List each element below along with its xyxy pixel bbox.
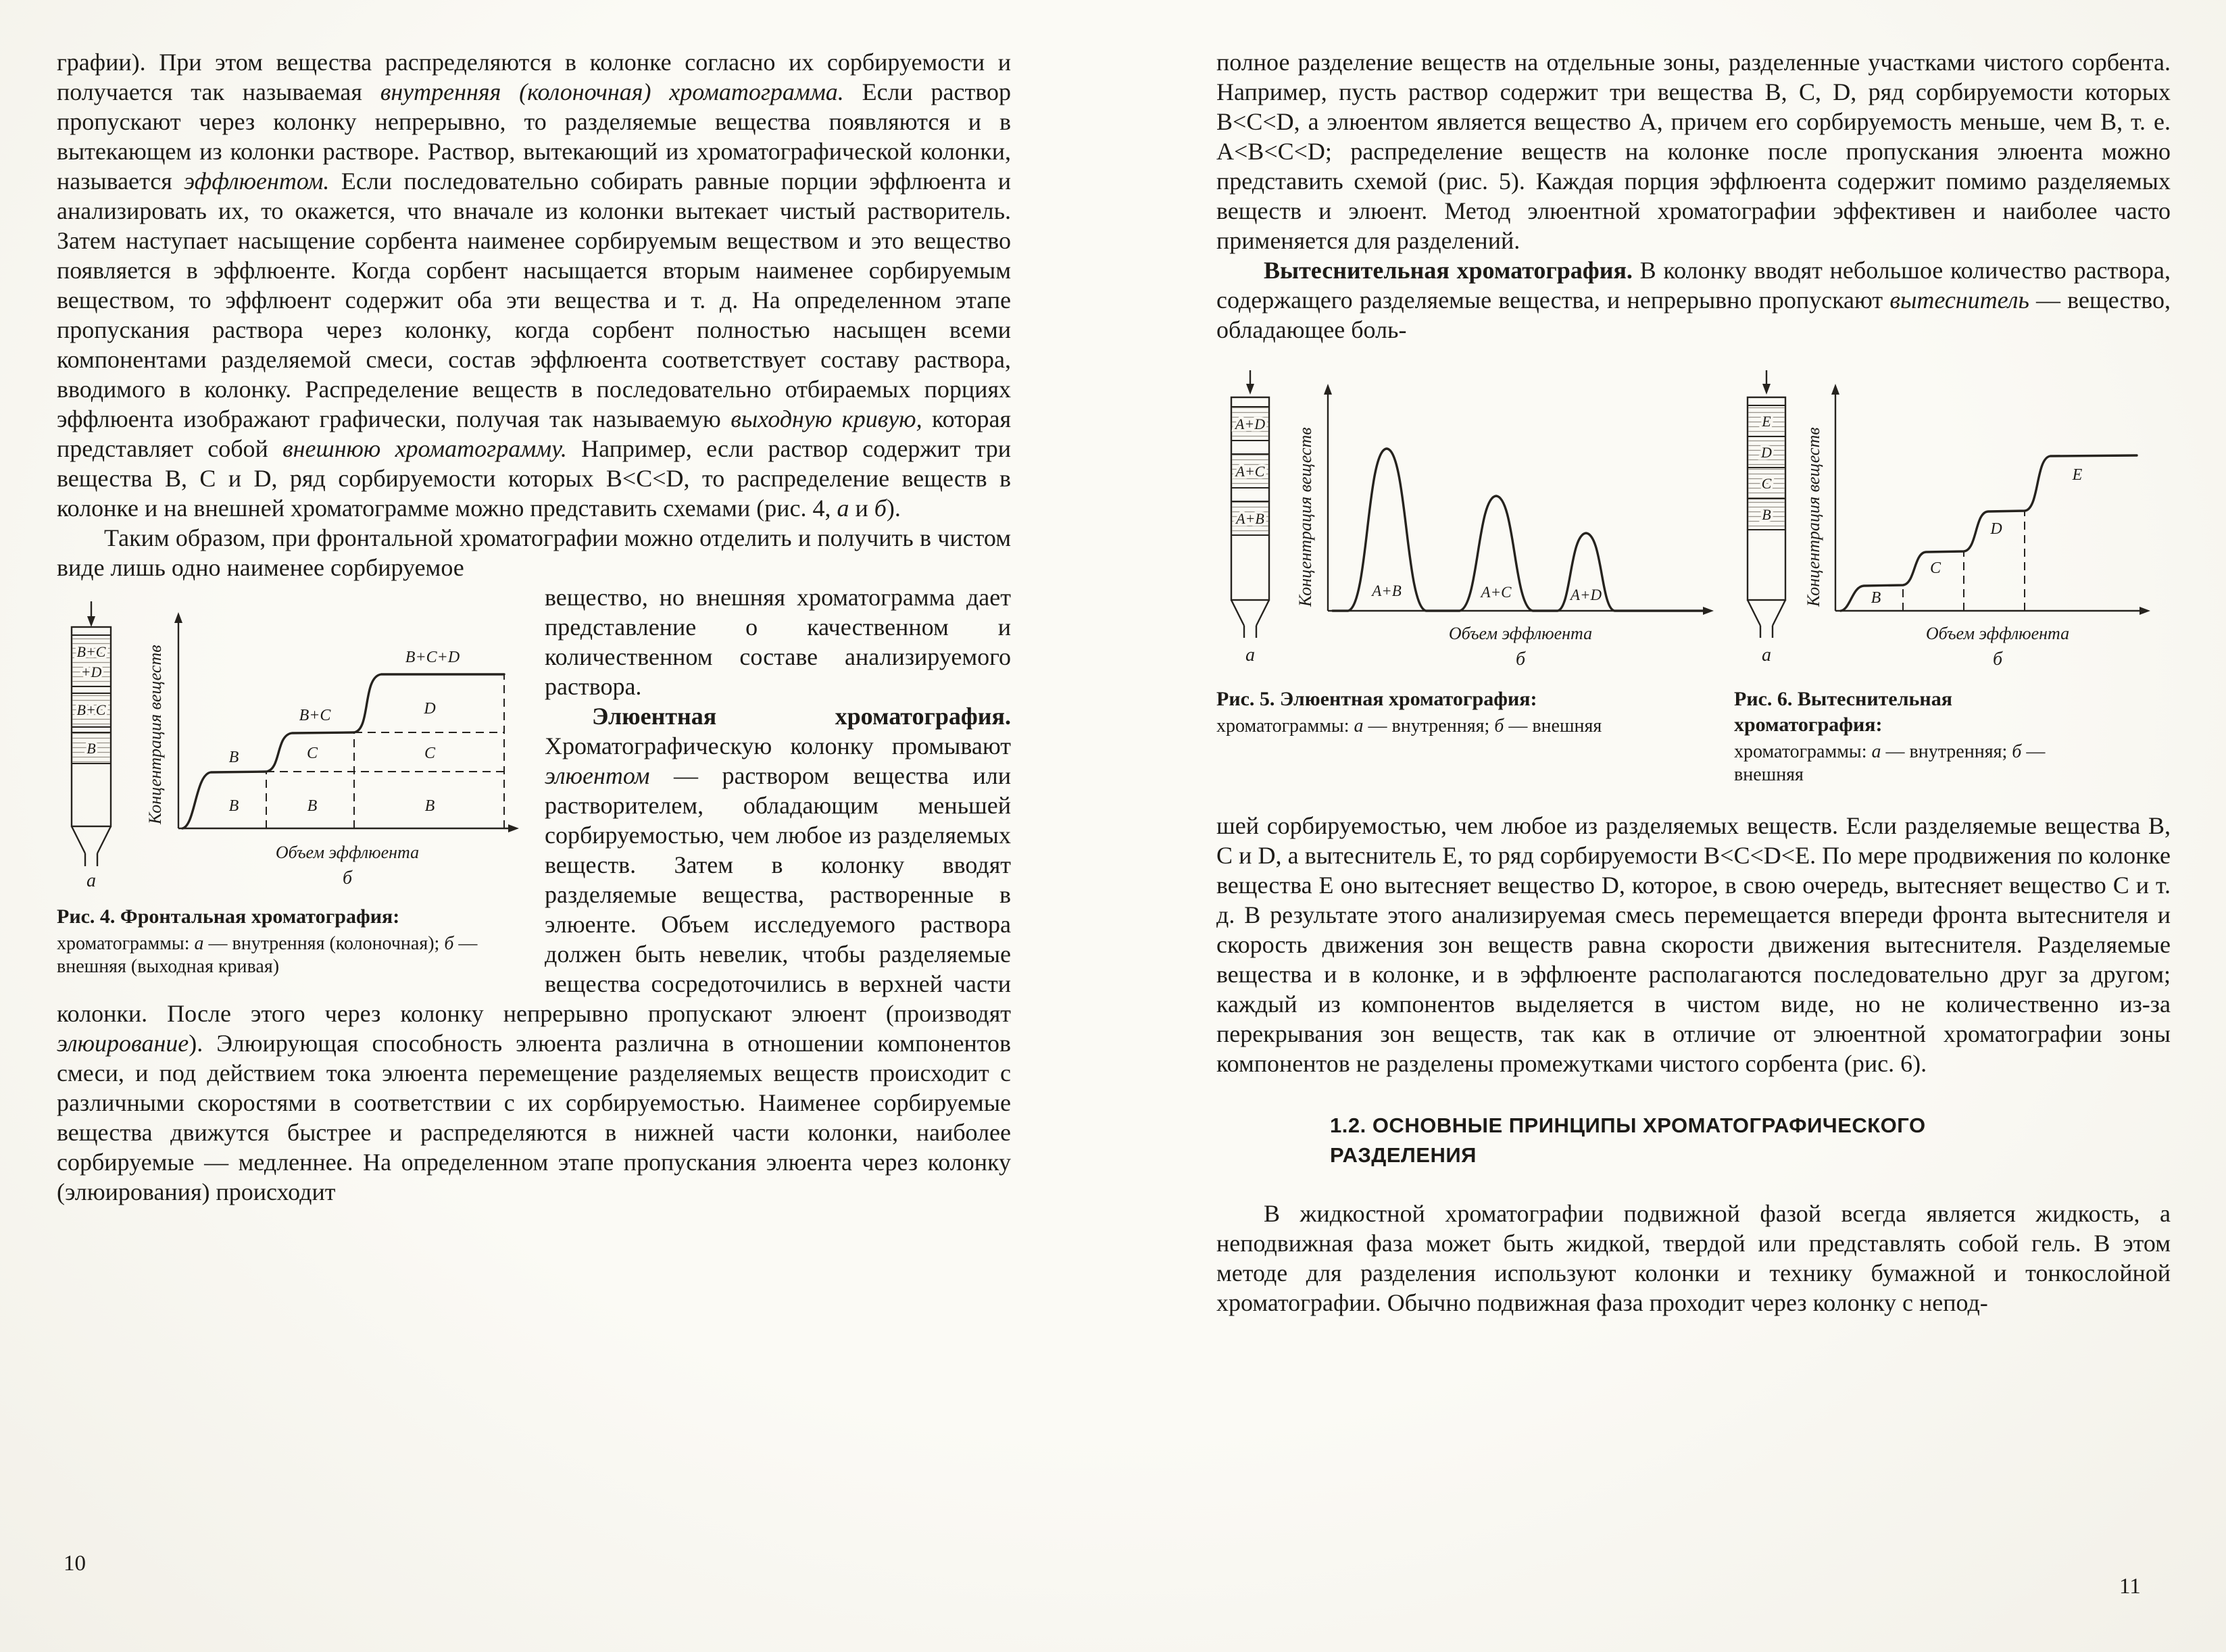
zone-label: B+C: [76, 701, 106, 718]
figure-6-caption: [1734, 686, 2052, 786]
zone-label: A+D: [1235, 416, 1266, 432]
subfigure-b-label: б: [1992, 649, 2003, 670]
subfigure-b-label: б: [342, 868, 353, 888]
subfigure-a-label: а: [1762, 645, 1771, 666]
figure-6-caption-title: Рис. 6. Вытеснительная хроматография:: [1734, 688, 1952, 736]
x-axis-label: Объем эффлюента: [275, 843, 420, 862]
chart: [1295, 384, 1714, 670]
y-axis-label: Концентрация веществ: [145, 645, 165, 824]
figure-4-caption: [57, 904, 522, 978]
paragraph-thus-intro: Таким образом, при фронтальной хроматографии можно отделить и получить в чистом виде лишь одно наименее сорбируемое: [57, 524, 1011, 581]
figure-4-caption-title: Рис. 4. Фронтальная хроматография:: [57, 905, 400, 928]
figure-row: [1216, 368, 2171, 786]
chart: [1804, 384, 2150, 670]
figure-6: [1734, 368, 2153, 786]
peak-label: A+B: [1372, 582, 1402, 599]
figure-5-caption-title: Рис. 5. Элюентная хроматография:: [1216, 688, 1537, 710]
step-label: E: [2072, 466, 2083, 484]
paragraph-displacement-chromatography: Вытеснительная хроматография. В колонку вводят небольшое количество раствора, содержащего разделяемые вещества, и непрерывно пропускают вытеснитель — вещество, обладающее боль-: [1216, 257, 2171, 343]
column-diagram: [1231, 370, 1269, 666]
y-axis-arrow-icon: [174, 612, 182, 623]
paragraph-zones-separation: полное разделение веществ на отдельные зоны, разделенные участками чистого сорбента. Например, пусть раствор содержит три вещества B, C, D, ряд сорбируемости которых B<C<D, а элюентом является вещество A, причем его сорбируемость меньше, чем B, т. е. A<B<C<D; распределение веществ на колонке после пропускания элюента можно представить схемой (рис. 5). Каждая порция эффлюента содержит помимо разделяемых веществ и элюент. Метод элюентной хроматографии эффективен и наиболее часто применяется для разделений.: [1216, 49, 2171, 254]
peak-label: A+D: [1570, 586, 1602, 603]
region-label: D: [424, 700, 436, 718]
figure-4-caption-body: хроматограммы: а — внутренняя (колоночная); б — внешняя (выходная кривая): [57, 933, 478, 977]
region-label: B: [228, 797, 239, 815]
paragraph-displacement-continued: шей сорбируемостью, чем любое из разделяемых веществ. Если разделяемые вещества B, C и D, а вытеснитель E, то ряд сорбируемости B<C<D<E. По мере продвижения по колонке вещества E оно вытесняет вещество D, которое, в свою очередь, вытесняет вещество C и т. д. В результате этого анализируемая смесь перемещается впереди фронта вытеснителя и скорость движения зон веществ равна скорости движения вытеснителя. Разделяемые вещества и в колонке, и в эффлюенте располагаются последовательно друг за другом; каждый из компонентов выделяется в чистом виде, но не количественно из-за перекрывания зон веществ, так как в отличие от элюентной хроматографии зоны компонентов не разделены промежутками чистого сорбента (рис. 6).: [1216, 812, 2171, 1077]
section-heading-1-2: 1.2. ОСНОВНЫЕ ПРИНЦИПЫ ХРОМАТОГРАФИЧЕСКОГО РАЗДЕЛЕНИЯ: [1330, 1113, 1926, 1167]
curve-label: B: [228, 749, 239, 766]
down-arrow-icon: [1762, 370, 1771, 395]
region-label: B: [307, 797, 318, 815]
page-right: [1216, 47, 2171, 1318]
paragraph-thus-continued: вещество, но внешняя хроматограмма дает представление о качественном и количественном составе анализируемого раствора.: [545, 584, 1011, 700]
zone-label: D: [1761, 444, 1772, 461]
figure-5: [1216, 368, 1716, 738]
region-label: C: [424, 745, 436, 762]
step-label: D: [1990, 520, 2002, 538]
column-diagram: [72, 601, 111, 889]
zone-label: A+C: [1235, 463, 1265, 480]
figure-6-diagram: [1734, 368, 2153, 672]
zone-label: B+C: [76, 643, 106, 660]
figure-6-caption-body: хроматограммы: а — внутренняя; б — внешняя: [1734, 741, 2046, 785]
zone-label: B: [86, 740, 96, 757]
x-axis-arrow-icon: [508, 824, 519, 832]
down-arrow-icon: [87, 601, 95, 627]
zone-label: A+B: [1236, 510, 1264, 527]
chart: [145, 612, 519, 888]
paragraph-eluent-chromatography: Элюентная хроматография. Хроматографическую колонку промывают элюентом — раствором вещества или растворителем, обладающим меньшей сорбируемостью, чем любое из разделяемых веществ. Затем в колонку вводят разделяемые вещества, растворенные в элюенте. Объем исследуемого раствора должен быть невелик, чтобы разделяемые вещества сосредоточились в верхней части колонки. После этого через колонку непрерывно пропускают элюент (производят элюирование). Элюирующая способность элюента различна в отношении компонентов смеси, и под действием тока элюента перемещение разделяемых веществ происходит с различными скоростями в соответствии с их сорбируемостью. Наименее сорбируемые вещества движутся быстрее и распределяются в нижней части колонки, наиболее сорбируемые — медленнее. На определенном этапе пропускания элюента через колонку (элюирования) происходит: [57, 703, 1011, 1205]
zone-label: +D: [80, 664, 102, 680]
zone-label: E: [1762, 413, 1771, 430]
subfigure-a-label: а: [1245, 645, 1255, 666]
x-axis-label: Объем эффлюента: [1925, 624, 2070, 643]
column-funnel: [1231, 600, 1269, 638]
curve-label: B+C: [299, 707, 331, 724]
y-axis-arrow-icon: [1324, 384, 1332, 395]
y-axis-arrow-icon: [1831, 384, 1839, 395]
zone-label: B: [1762, 506, 1771, 523]
y-axis-label: Концентрация веществ: [1804, 427, 1823, 607]
chromatogram-curve: [1841, 455, 2137, 611]
curve-label: B+C+D: [405, 649, 460, 666]
subfigure-a-label: а: [86, 870, 96, 889]
region-label: B: [424, 797, 435, 815]
column-diagram: [1748, 370, 1785, 666]
region-label: C: [306, 745, 318, 762]
column-funnel: [1748, 600, 1785, 638]
zone-label: C: [1761, 475, 1772, 492]
page-number-right: 11: [2119, 1574, 2141, 1599]
figure-4: [57, 599, 522, 978]
down-arrow-icon: [1246, 370, 1254, 395]
paragraph-liquid-chromatography: В жидкостной хроматографии подвижной фазой всегда является жидкость, а неподвижная фаза может быть жидкой, твердой или представлять собой гель. В этом методе для разделения используют колонки и технику бумажной и тонкослойной хроматографии. Обычно подвижная фаза проходит через колонку с непод-: [1216, 1200, 2171, 1316]
peak-label: A+C: [1481, 584, 1512, 601]
figure-5-caption: [1216, 686, 1649, 738]
x-axis-label: Объем эффлюента: [1448, 624, 1593, 643]
x-axis-arrow-icon: [2140, 607, 2150, 615]
figure-5-diagram: [1216, 368, 1716, 672]
page-number-left: 10: [64, 1551, 86, 1576]
column-funnel: [72, 826, 111, 866]
step-label: C: [1929, 559, 1941, 577]
paragraph-frontal-chromatography: графии). При этом вещества распределяются в колонке согласно их сорбируемости и получается так называемая внутренняя (колоночная) хроматограмма. Если раствор пропускают через колонку непрерывно, то разделяемые вещества появляются и в вытекающем из колонки растворе. Раствор, вытекающий из хроматографической колонки, называется эффлюентом. Если последовательно собирать равные порции эффлюента и анализировать их, то окажется, что вначале из колонки вытекает чистый растворитель. Затем наступает насыщение сорбента наименее сорбируемым веществом и это вещество появляется в эффлюенте. Когда сорбент насыщается вторым наименее сорбируемым веществом, то эффлюент содержит оба эти вещества и т. д. На определенном этапе пропускания раствора через колонку, когда сорбент полностью насыщен всеми компонентами разделяемой смеси, состав эффлюента соответствует составу раствора, вводимого в колонку. Распределение веществ в последовательно отбираемых порциях эффлюента изображают графически, получая так называемую выходную кривую, которая представляет собой внешнюю хроматограмму. Например, если раствор содержит три вещества B, C и D, ряд сорбируемости которых B<C<D, то распределение веществ в колонке и на внешней хроматограмме можно представить схемами (рис. 4, а и б).: [57, 49, 1012, 522]
page-left: [57, 47, 1011, 1207]
step-label: B: [1871, 589, 1881, 607]
figure-4-diagram: [57, 599, 522, 889]
subfigure-b-label: б: [1515, 649, 1526, 670]
figure-5-caption-body: хроматограммы: а — внутренняя; б — внешняя: [1216, 716, 1602, 736]
y-axis-label: Концентрация веществ: [1295, 427, 1315, 607]
